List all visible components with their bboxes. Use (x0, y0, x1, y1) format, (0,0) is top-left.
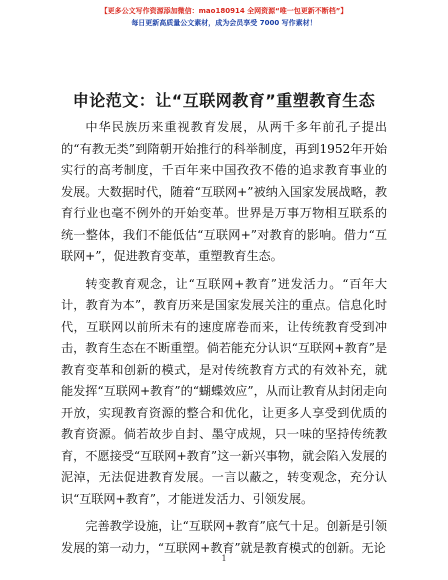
body-paragraph: 转变教育观念，让“互联网+教育”迸发活力。“百年大计，教育为本”，教育历来是国家发展关注的重点。信息化时代，互联网以前所未有的速度席卷而来，让传统教育受到冲击，教育生态在不断重塑。倘若能充分认识“互联网+教育”是教育变革和创新的模式，是对传统教育方式的有效补充，就能发挥“互联网+教育”的“蝴蝶效应”，从而让教育从封闭走向开放，实现教育资源的整合和优化，让更多人享受到优质的教育资源。倘若故步自封、墨守成规，只一味的坚持传统教育，不愿接受“互联网+教育”这一新兴事物，就会陷入发展的泥淖，无法促进教育发展。一言以蔽之，转变观念，充分认识“互联网+教育”，才能迸发活力、引领发展。 (61, 276, 387, 506)
promo-header-line-2: 每日更新高质量公文素材，成为会员享受 7000 写作素材！ (131, 19, 317, 27)
page-number: 1 (221, 554, 227, 563)
document-body (61, 117, 387, 565)
promo-header-line-1: 【更多公文写作资源添加微信：mao180914 全网资源“唯一包更新不断档”】 (100, 7, 348, 15)
document-title: 申论范文：让“互联网教育”重塑教育生态 (72, 91, 376, 110)
body-paragraph: 中华民族历来重视教育发展，从两千多年前孔子提出的“有教无类”到隋朝开始推行的科举制度，再到1952年开始实行的高考制度，千百年来中国孜孜不倦的追求教育事业的发展。大数据时代，随着“互联网+”被纳入国家发展战略，教育行业也毫不例外的开始变革。世界是万事万物相互联系的统一整体，我们不能低估“互联网+”对教育的影响。借力“互联网+”，促进教育变革，重塑教育生态。 (61, 120, 387, 263)
promo-header (0, 5, 448, 29)
body-paragraph: 完善教学设施，让“互联网+教育”底气十足。创新是引领发展的第一动力，“互联网+教育”就是教育模式的创新。无论 (61, 519, 387, 555)
